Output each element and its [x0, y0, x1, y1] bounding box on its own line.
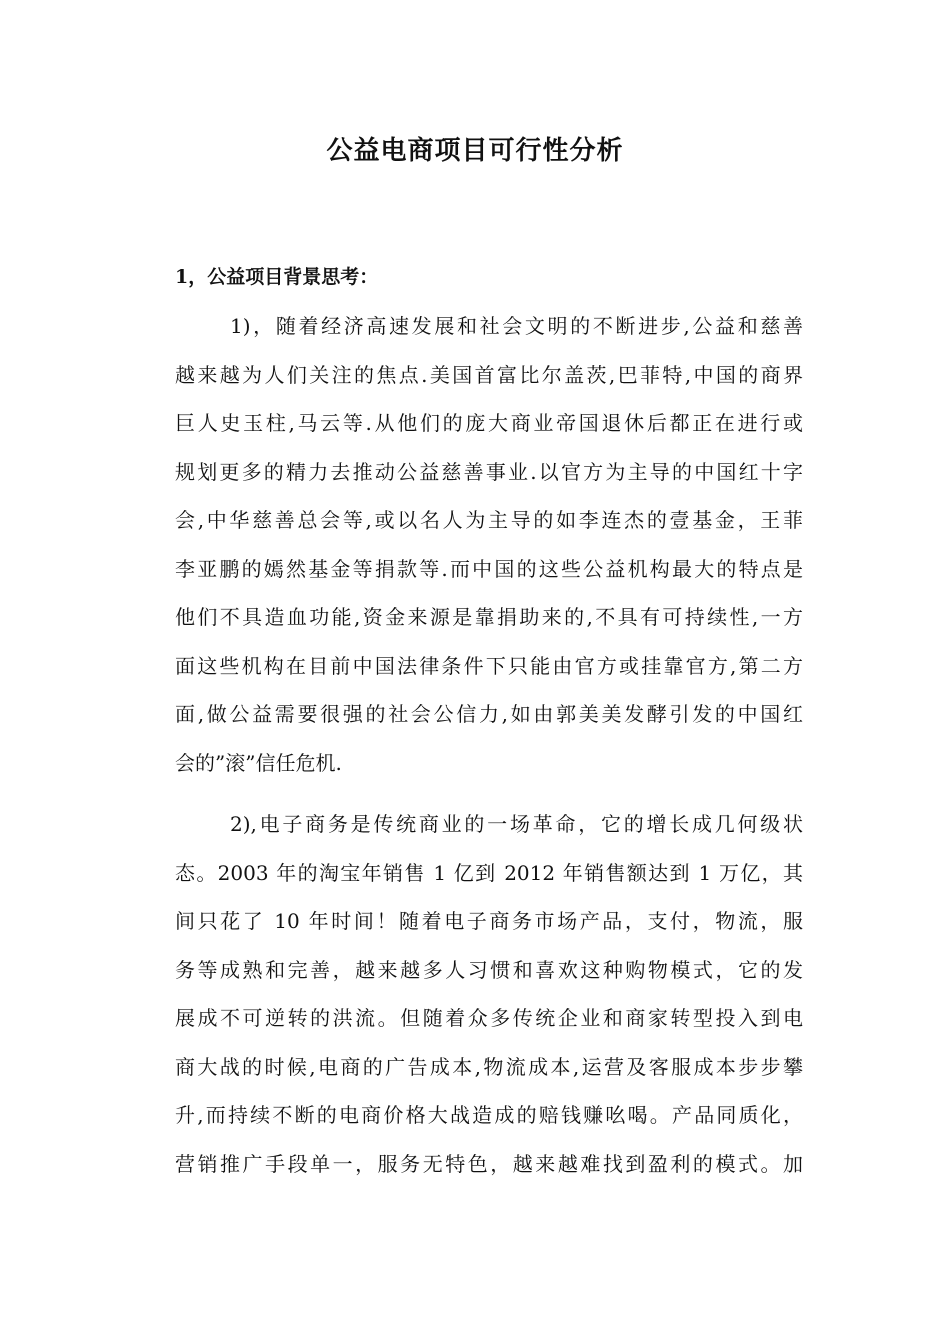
paragraph-line: 会,中华慈善总会等,或以名人为主导的如李连杰的壹基金，王菲 — [175, 508, 803, 532]
paragraph-line: 李亚鹏的嫣然基金等捐款等.而中国的这些公益机构最大的特点是 — [175, 556, 803, 581]
paragraph-line: 态。2003 年的淘宝年销售 1 亿到 2012 年销售额达到 1 万亿，其 — [175, 860, 803, 885]
paragraph-line: 商大战的时候,电商的广告成本,物流成本,运营及客服成本步步攀 — [175, 1054, 803, 1079]
paragraph-line: 会的”滚”信任危机. — [175, 750, 342, 775]
paragraph-line: 越来越为人们关注的焦点.美国首富比尔盖茨,巴菲特,中国的商界 — [175, 362, 803, 387]
paragraph-line: 2),电子商务是传统商业的一场革命，它的增长成几何级状 — [230, 812, 803, 836]
paragraph-line: 1)，随着经济高速发展和社会文明的不断进步,公益和慈善 — [230, 314, 803, 338]
paragraph-line: 展成不可逆转的洪流。但随着众多传统企业和商家转型投入到电 — [175, 1006, 803, 1030]
paragraph-line: 间只花了 10 年时间！随着电子商务市场产品，支付，物流，服 — [175, 909, 803, 933]
paragraph-line: 面,做公益需要很强的社会公信力,如由郭美美发酵引发的中国红 — [175, 702, 803, 726]
section-heading: 1，公益项目背景思考： — [175, 266, 379, 288]
paragraph-2 — [175, 800, 803, 1188]
paragraph-1 — [175, 302, 803, 787]
paragraph-line: 升,而持续不断的电商价格大战造成的赔钱赚吆喝。产品同质化， — [175, 1103, 803, 1127]
paragraph-line: 巨人史玉柱,马云等.从他们的庞大商业帝国退休后都正在进行或 — [175, 411, 803, 435]
paragraph-line: 营销推广手段单一，服务无特色，越来越难找到盈利的模式。加 — [175, 1151, 803, 1176]
paragraph-line: 规划更多的精力去推动公益慈善事业.以官方为主导的中国红十字 — [175, 459, 803, 484]
paragraph-line: 务等成熟和完善，越来越多人习惯和喜欢这种购物模式，它的发 — [175, 957, 803, 982]
paragraph-line: 面这些机构在目前中国法律条件下只能由官方或挂靠官方,第二方 — [175, 653, 803, 678]
document-title: 公益电商项目可行性分析 — [326, 136, 624, 166]
paragraph-line: 他们不具造血功能,资金来源是靠捐助来的,不具有可持续性,一方 — [175, 605, 803, 629]
